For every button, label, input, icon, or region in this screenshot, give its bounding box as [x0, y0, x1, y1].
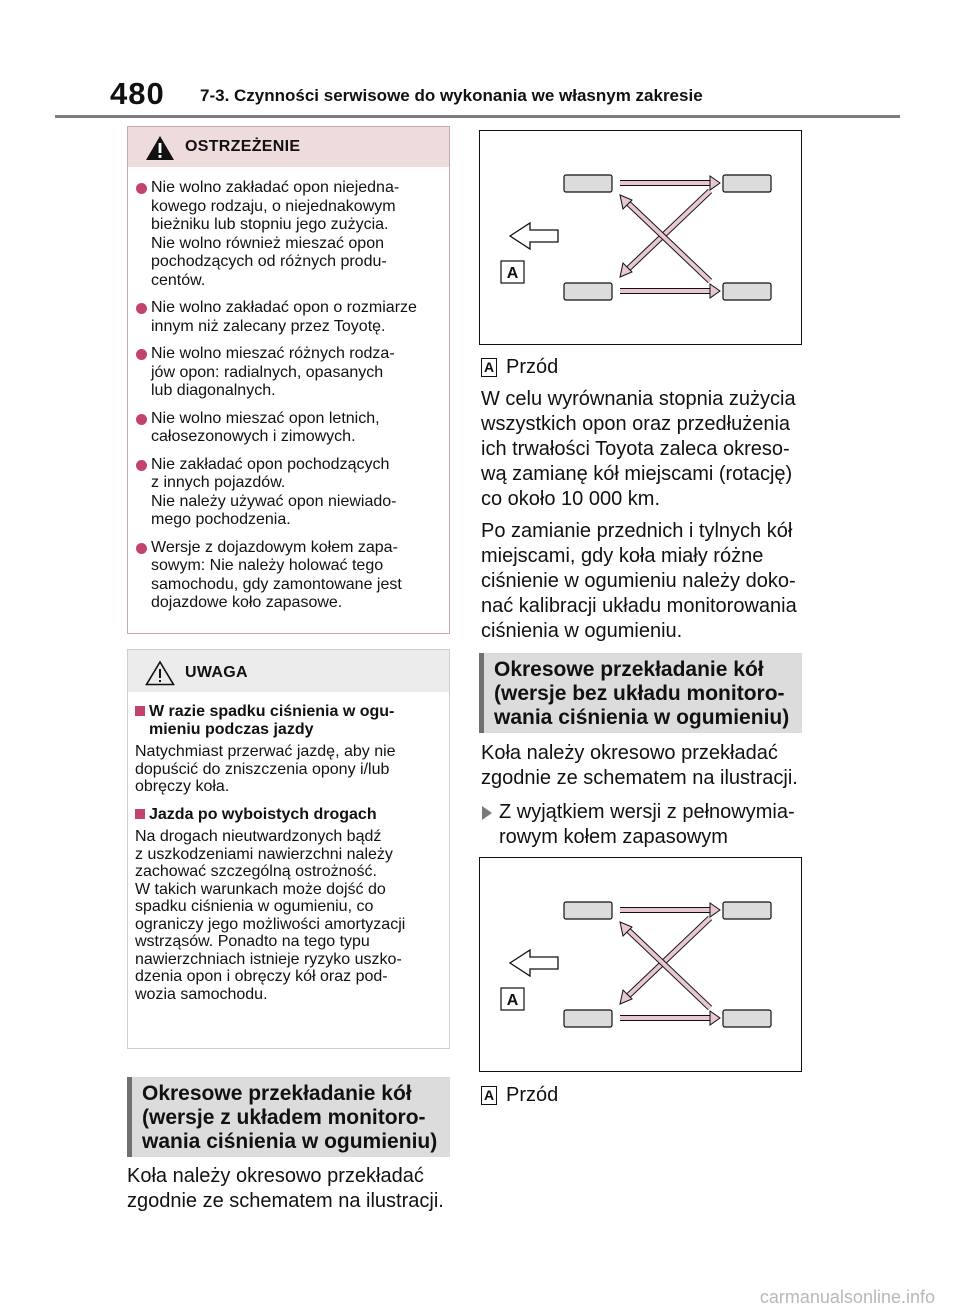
rotation-arrows	[620, 176, 720, 298]
notice-header	[128, 650, 449, 692]
warning-header	[128, 127, 449, 167]
diagram2-caption	[481, 1083, 558, 1108]
section-heading-left: Okresowe przekładanie kół (wersje z układem monitoro- wania ciśnienia w ogumieniu)	[127, 1077, 450, 1157]
page-number: 480	[110, 76, 165, 111]
front-direction-arrow	[510, 950, 558, 976]
right-paragraphs	[481, 387, 821, 644]
tire-front-left	[564, 175, 612, 192]
warning-item	[136, 345, 442, 401]
rotation-diagram-svg	[480, 858, 803, 1073]
warning-item	[136, 299, 442, 336]
notice-title: UWAGA	[185, 664, 248, 681]
caution-triangle-icon	[145, 660, 175, 686]
front-label-a: A	[481, 1086, 497, 1105]
bullet-dot-icon	[136, 414, 147, 425]
warning-item	[136, 456, 442, 530]
tire-rear-left	[564, 283, 612, 300]
caption-text: Przód	[506, 356, 559, 378]
notice-paragraph: Na drogach nieutwardzonych bądź z uszkodzeniami nawierzchni należy zachować szczególną ostrożność. W takich warunkach może dojść do spadku ciśnienia w ogumieniu, co ograniczy jego możliwości amortyzacji wstrząsów. Ponadto na tego typu nawierzchniach istnieje ryzyko uszko- dzenia opon i obręczy kół oraz pod- wozia samochodu.	[135, 828, 406, 1003]
notice-paragraph: Natychmiast przerwać jazdę, aby nie dopuścić do zniszczenia opony i/lub obręczy koła.	[135, 743, 396, 795]
tire-rear-right	[723, 283, 771, 300]
notice-subheading	[135, 806, 445, 824]
notice-box	[127, 649, 450, 1049]
warning-item	[136, 179, 442, 290]
rotation-arrows	[620, 903, 720, 1025]
arrow-bullet-icon	[482, 806, 492, 820]
bullet-dot-icon	[136, 543, 147, 554]
warning-box	[127, 126, 450, 634]
paragraph: Po zamianie przednich i tylnych kół miejscami, gdy koła miały różne ciśnienie w ogumieniu należy doko- nać kalibracji układu monitorowania ciśnienia w ogumieniu.	[481, 520, 797, 642]
warning-item	[136, 410, 442, 447]
tire-front-right	[723, 175, 771, 192]
warning-list	[136, 179, 442, 622]
warning-title: OSTRZEŻENIE	[185, 138, 301, 155]
notice-subheading	[135, 703, 445, 738]
notice-subheading-text: W razie spadku ciśnienia w ogu- mieniu podczas jazdy	[149, 703, 395, 738]
paragraph: W celu wyrównania stopnia zużycia wszystkich opon oraz przedłużenia ich trwałości Toyota zaleca okreso- wą zamianę kół miejscami (rotację) co około 10 000 km.	[481, 388, 796, 510]
square-bullet-icon	[135, 706, 145, 716]
notice-subheading-text: Jazda po wyboistych drogach	[149, 805, 377, 823]
caption-text: Przód	[506, 1084, 559, 1106]
front-label-a: A	[506, 265, 519, 282]
notice-content	[135, 703, 445, 1013]
section-heading-right: Okresowe przekładanie kół (wersje bez układu monitoro- wania ciśnienia w ogumieniu)	[479, 653, 802, 733]
bullet-dot-icon	[136, 460, 147, 471]
front-label-a: A	[481, 358, 497, 377]
tire-rear-left	[564, 1010, 612, 1027]
warning-item	[136, 539, 442, 613]
arrow-item-text: Z wyjątkiem wersji z pełnowymia- rowym kołem zapasowym	[499, 801, 795, 848]
arrow-list-item	[481, 800, 811, 850]
warning-item-text: Wersje z dojazdowym kołem zapa- sowym: Nie należy holować tego samochodu, gdy zamontowane jest dojazdowe koło zapasowe.	[151, 538, 402, 611]
diagram1-caption	[481, 355, 558, 380]
watermark: carmanualsonline.info	[759, 1287, 935, 1307]
section-right-body	[481, 741, 811, 850]
tire-rotation-diagram	[479, 857, 802, 1072]
warning-item-text: Nie wolno mieszać różnych rodza- jów opon: radialnych, opasanych lub diagonalnych.	[151, 345, 395, 399]
warning-item-text: Nie zakładać opon pochodzących z innych pojazdów. Nie należy używać opon niewiado- mego pochodzenia.	[151, 455, 397, 528]
rotation-diagram-svg	[480, 131, 803, 346]
front-direction-arrow	[510, 223, 558, 249]
warning-item-text: Nie wolno zakładać opon o rozmiarze innym niż zalecany przez Toyotę.	[151, 299, 417, 335]
tire-rear-right	[723, 1010, 771, 1027]
paragraph: Koła należy okresowo przekładać zgodnie ze schematem na ilustracji.	[481, 742, 798, 789]
warning-item-text: Nie wolno mieszać opon letnich, całosezonowych i zimowych.	[151, 409, 380, 445]
tire-front-left	[564, 902, 612, 919]
header-rule	[55, 115, 900, 118]
front-label-a: A	[506, 992, 519, 1009]
square-bullet-icon	[135, 809, 145, 819]
bullet-dot-icon	[136, 303, 147, 314]
bullet-dot-icon	[136, 183, 147, 194]
section-left-body: Koła należy okresowo przekładać zgodnie ze schematem na ilustracji.	[127, 1165, 444, 1212]
chapter-title: 7-3. Czynności serwisowe do wykonania we własnym zakresie	[200, 86, 703, 105]
tire-front-right	[723, 902, 771, 919]
warning-triangle-icon	[145, 135, 175, 161]
tire-rotation-diagram	[479, 130, 802, 345]
bullet-dot-icon	[136, 349, 147, 360]
warning-item-text: Nie wolno zakładać opon niejedna- kowego rodzaju, o niejednakowym bieżniku lub stopniu jego zużycia. Nie wolno również mieszać opon pochodzących od różnych produ- centów.	[151, 179, 400, 289]
